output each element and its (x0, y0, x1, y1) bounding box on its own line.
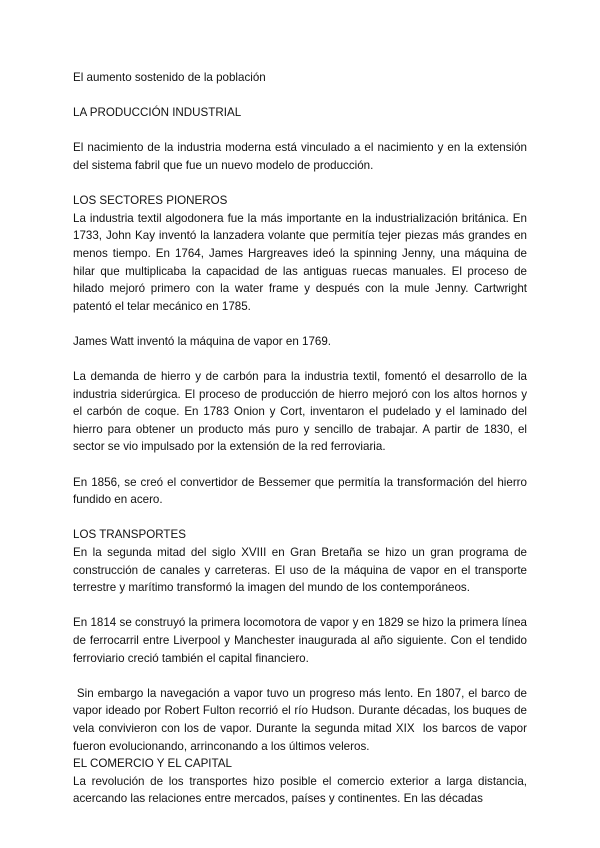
paragraph: La demanda de hierro y de carbón para la industria textil, fomentó el desarrollo de la industria siderúrgica. El proceso de producción de hierro mejoró con los altos hornos y el carbón de coque. En 1783 Onion y Cort, inventaron el pudelado y el laminado del hierro para obtener un producto más puro y sencillo de trabajar. A partir de 1830, el sector se vio impulsado por la extensión de la red ferroviaria. (73, 370, 527, 454)
heading-produccion-industrial: LA PRODUCCIÓN INDUSTRIAL (73, 106, 242, 120)
paragraph: Sin embargo la navegación a vapor tuvo un progreso más lento. En 1807, el barco de vapor ideado por Robert Fulton recorrió el río Hudson. Durante décadas, los buques de vela convivieron con los de vapor. Durante la segunda mitad XIX los barcos de vapor fueron evolucionando, arrinconando a los últimos veleros. (73, 686, 531, 753)
paragraph: La industria textil algodonera fue la más importante en la industrialización británica. En 1733, John Kay inventó la lanzadera volante que permitía tejer piezas más grandes en menos tiempo. En 1764, James Hargreaves ideó la spinning Jenny, una máquina de hilar que multiplicaba la capacidad de las antiguas ruecas manuales. El proceso de hilado mejoró primero con la water frame y después con la mule Jenny. Cartwright patentó el telar mecánico en 1785. (73, 211, 527, 313)
heading-transportes: LOS TRANSPORTES (73, 528, 186, 542)
document-body (73, 69, 531, 808)
heading-comercio-capital: EL COMERCIO Y EL CAPITAL (73, 757, 232, 771)
paragraph: El nacimiento de la industria moderna está vinculado a el nacimiento y en la extensión del sistema fabril que fue un nuevo modelo de producción. (73, 141, 527, 172)
paragraph: James Watt inventó la máquina de vapor en 1769. (73, 334, 332, 348)
paragraph: En la segunda mitad del siglo XVIII en Gran Bretaña se hizo un gran programa de construcción de canales y carreteras. El uso de la máquina de vapor en el transporte terrestre y marítimo transformó la imagen del mundo de los contemporáneos. (73, 546, 527, 595)
paragraph: La revolución de los transportes hizo posible el comercio exterior a larga distancia, acercando las relaciones entre mercados, países y continentes. En las décadas (73, 774, 527, 806)
paragraph: En 1814 se construyó la primera locomotora de vapor y en 1829 se hizo la primera línea de ferrocarril entre Liverpool y Manchester inaugurada al año siguiente. Con el tendido ferroviario creció también el capital financiero. (73, 616, 527, 665)
heading-sectores-pioneros: LOS SECTORES PIONEROS (73, 194, 228, 208)
paragraph: En 1856, se creó el convertidor de Bessemer que permitía la transformación del hierro fundido en acero. (73, 475, 527, 507)
document-title: El aumento sostenido de la población (73, 71, 266, 84)
